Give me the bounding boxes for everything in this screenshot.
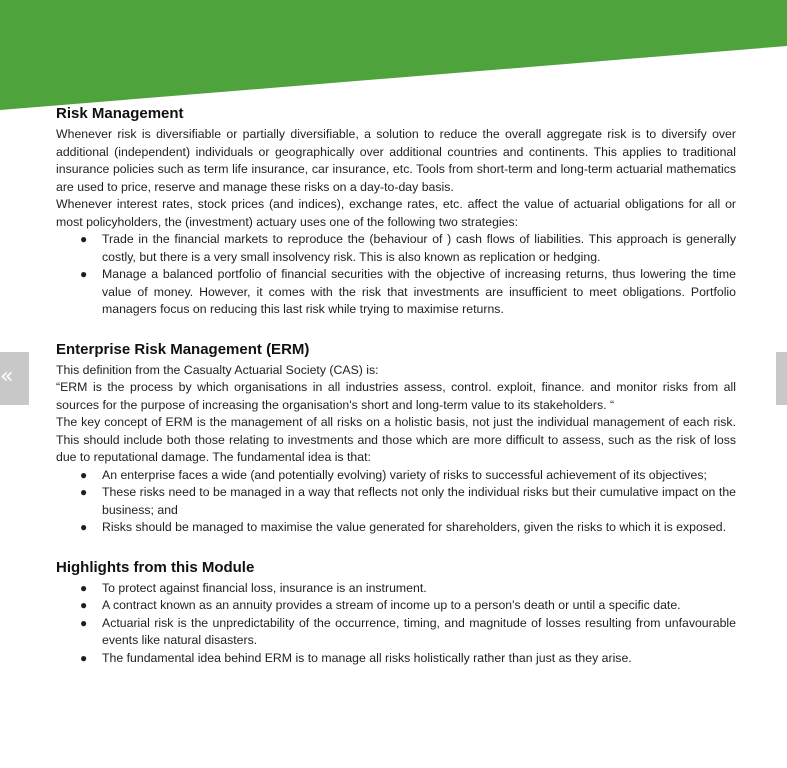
- list-item-text: Trade in the financial markets to reproduce the (behaviour of ) cash flows of liabilities. This approach is generally costly, but there is a very small insolvency risk. This is also known as replication or hedging.: [102, 232, 736, 264]
- bullet-icon: ●: [80, 598, 88, 612]
- list-item-text: The fundamental idea behind ERM is to manage all risks holistically rather than just as they arise.: [102, 650, 632, 665]
- bullet-icon: ●: [80, 615, 88, 630]
- double-chevron-left-icon: «: [0, 364, 14, 389]
- bullet-list: [56, 467, 736, 537]
- green-header-banner: [0, 0, 787, 112]
- bullet-icon: ●: [80, 232, 88, 246]
- section-title: Enterprise Risk Management (ERM): [56, 340, 310, 358]
- list-item-text: To protect against financial loss, insurance is an instrument.: [102, 580, 427, 595]
- list-item: [56, 519, 736, 537]
- list-item-text: Actuarial risk is the unpredictability of the occurrence, timing, and magnitude of losses resulting from unfavourable events like natural disasters.: [102, 615, 736, 647]
- banner-shape: [0, 0, 787, 110]
- list-item: [56, 580, 736, 598]
- bullet-list: [56, 231, 736, 319]
- bullet-icon: ●: [80, 485, 88, 499]
- list-item: [56, 231, 736, 266]
- section-title: Risk Management: [56, 105, 184, 122]
- bullet-icon: ●: [80, 267, 88, 281]
- list-item-text: Manage a balanced portfolio of financial securities with the objective of increasing returns, thus lowering the time value of money. However, it comes with the risk that investments are insufficient to meet obligations. Portfolio managers focus on reducing this last risk while trying to maximise returns.: [102, 267, 736, 316]
- list-item: [56, 484, 736, 519]
- bullet-icon: ●: [80, 520, 88, 534]
- previous-page-button[interactable]: [0, 352, 29, 405]
- list-item: [56, 467, 736, 485]
- document-body: [56, 104, 736, 688]
- list-item-text: A contract known as an annuity provides a stream of income up to a person's death or until a specific date.: [102, 598, 681, 612]
- list-item-text: These risks need to be managed in a way that reflects not only the individual risks but their cumulative impact on the business; and: [102, 485, 736, 517]
- list-item: [56, 266, 736, 319]
- section-title: Highlights from this Module: [56, 558, 255, 576]
- bullet-icon: ●: [80, 467, 88, 482]
- paragraph: Whenever interest rates, stock prices (and indices), exchange rates, etc. affect the value of actuarial obligations for all or most policyholders, the (investment) actuary uses one of the following two strategies:: [56, 197, 736, 229]
- list-item-text: Risks should be managed to maximise the value generated for shareholders, given the risks to which it is exposed.: [102, 520, 727, 534]
- list-item-text: An enterprise faces a wide (and potentially evolving) variety of risks to successful achievement of its objectives;: [102, 467, 707, 482]
- paragraph: Whenever risk is diversifiable or partially diversifiable, a solution to reduce the overall aggregate risk is to diversify over additional (independent) individuals or geographically over additional countries and continents. This applies to traditional insurance policies such as term life insurance, car insurance, etc. Tools from short-term and long-term actuarial mathematics are used to price, reserve and manage these risks on a day-to-day basis.: [56, 127, 736, 194]
- paragraph: “ERM is the process by which organisations in all industries assess, control. exploit, finance. and monitor risks from all sources for the purpose of increasing the organisation's short and long-term value to its stakeholders. “: [56, 380, 736, 412]
- bullet-icon: ●: [80, 650, 88, 665]
- list-item: [56, 650, 736, 668]
- bullet-list: [56, 580, 736, 668]
- section-erm: [56, 340, 736, 537]
- section-highlights: [56, 558, 736, 668]
- next-page-button[interactable]: [776, 352, 787, 405]
- section-risk-management: [56, 104, 736, 319]
- list-item: [56, 615, 736, 650]
- list-item: [56, 597, 736, 615]
- paragraph: The key concept of ERM is the management of all risks on a holistic basis, not just the individual management of each risk. This should include both those relating to investments and those which are more difficult to assess, such as the risk of loss due to reputational damage. The fundamental idea is that:: [56, 415, 736, 464]
- paragraph: This definition from the Casualty Actuarial Society (CAS) is:: [56, 362, 379, 377]
- bullet-icon: ●: [80, 580, 88, 595]
